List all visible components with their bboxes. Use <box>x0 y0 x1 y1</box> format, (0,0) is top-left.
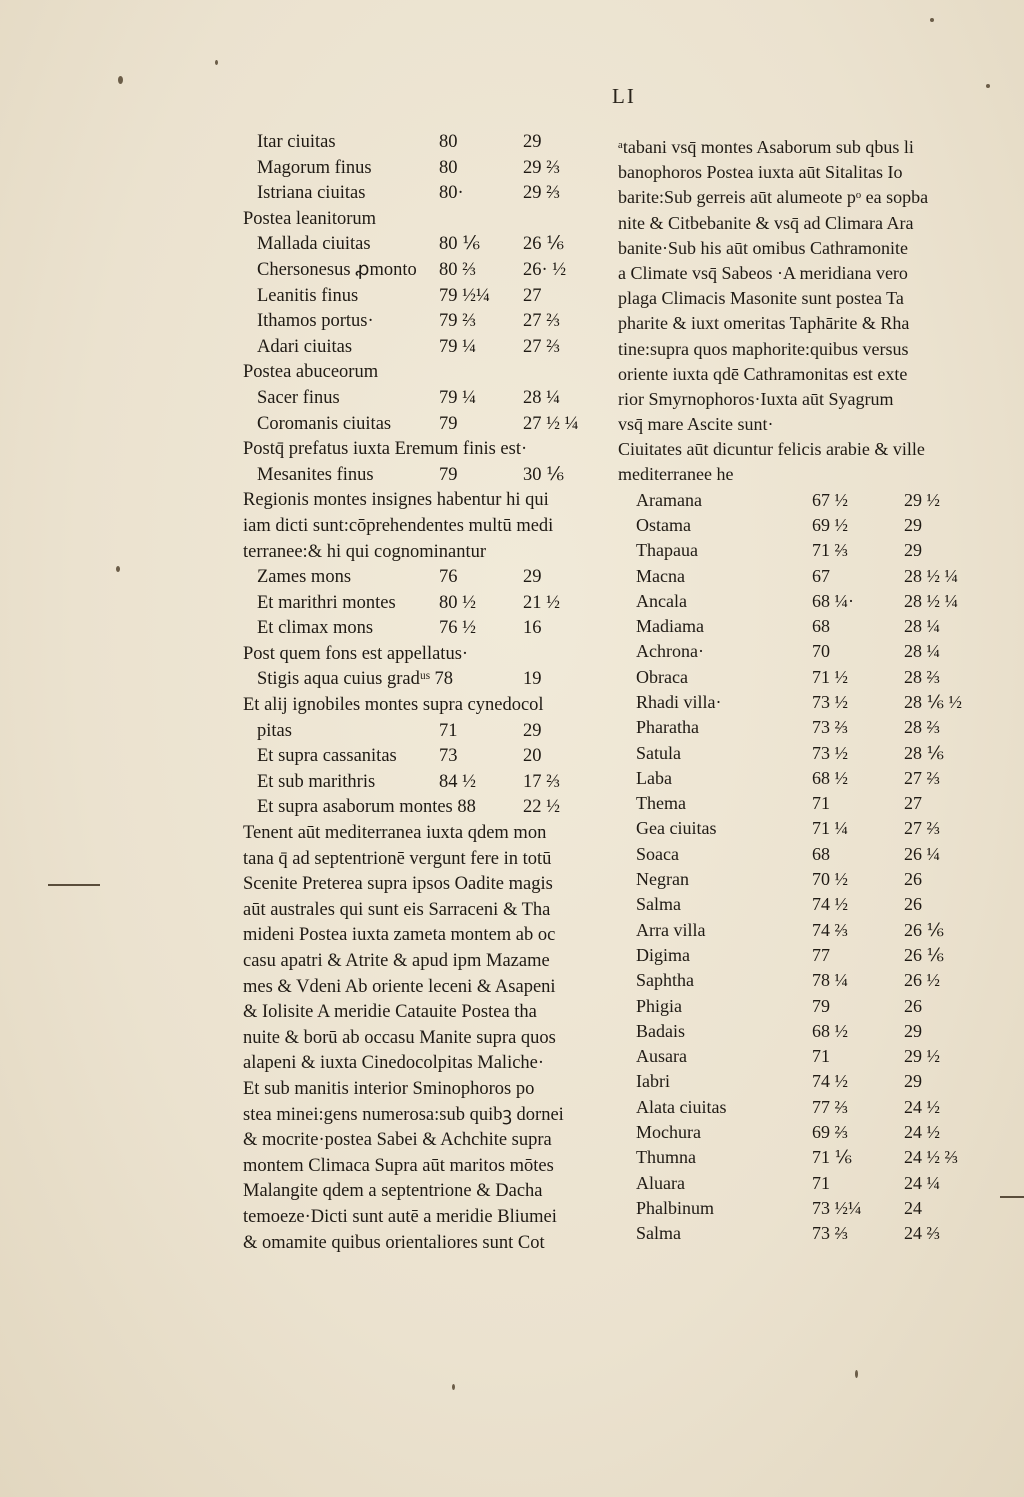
text-line: Tenent aūt mediterranea iuxta qdem mon <box>243 823 547 844</box>
table-row <box>618 639 993 664</box>
text-line: Et sub manitis interior Sminophoros po <box>243 1078 535 1099</box>
text-line: Scenite Preterea supra ipsos Oadite magis <box>243 874 553 895</box>
place-name: Rhadi villa· <box>636 692 722 712</box>
table-row <box>618 741 993 766</box>
longitude-value: 73 ½¼ <box>812 1197 862 1218</box>
place-name: Ostama <box>636 514 691 535</box>
text-line: temoeze·Dicti sunt autē a meridie Bliumei <box>243 1206 557 1227</box>
latitude-value: 29 <box>904 514 922 535</box>
table-row <box>618 564 993 589</box>
latitude-value: 26 ⅙ <box>523 234 565 255</box>
table-row <box>243 770 598 796</box>
longitude-value: 69 ½ <box>812 514 848 535</box>
latitude-value: 27 ⅔ <box>904 818 940 839</box>
text-line: nuite & borū ab occasu Manite supra quos <box>243 1027 556 1048</box>
place-name: Salma <box>636 894 681 915</box>
place-name: Stigis aqua cuius gradᵘˢ 78 <box>257 669 453 690</box>
latitude-value: 24 ½ <box>904 1096 940 1117</box>
place-name: Ausara <box>636 1046 687 1067</box>
text-line: casu apatri & Atrite & apud ipm Mazame <box>243 951 550 971</box>
latitude-value: 22 ½ <box>523 797 560 818</box>
place-name: Satula <box>636 742 681 763</box>
place-name: Iabri <box>636 1071 670 1092</box>
latitude-value: 19 <box>523 669 542 690</box>
latitude-value: 29 <box>904 1020 922 1041</box>
latitude-value: 28 ⅙ ½ <box>904 692 962 712</box>
longitude-value: 80 ⅙ <box>439 234 481 255</box>
longitude-value: 71 <box>812 1046 830 1067</box>
latitude-value: 29 <box>523 567 542 588</box>
table-row <box>618 715 993 740</box>
table-row <box>243 156 598 182</box>
place-name: Magorum finus <box>257 157 372 178</box>
table-row <box>243 667 598 693</box>
table-row <box>243 616 598 642</box>
place-name: Achrona· <box>636 641 704 662</box>
text-line: nite & Citbebanite & vsq̄ ad Climara Ara <box>618 212 914 233</box>
longitude-value: 79 <box>439 413 458 434</box>
right-column <box>618 135 993 1247</box>
latitude-value: 26 ¼ <box>904 843 940 864</box>
place-name: Mesanites finus <box>257 464 374 485</box>
longitude-value: 74 ½ <box>812 894 848 915</box>
text-line: ᵃtabani vsq̄ montes Asaborum sub qbus li <box>618 137 914 157</box>
place-name: Thumna <box>636 1147 696 1168</box>
table-row <box>618 1044 993 1069</box>
text-line: tine:supra quos maphorite:quibus versus <box>618 338 909 359</box>
text-line: Postea leanitorum <box>243 208 377 229</box>
latitude-value: 28 ⅔ <box>904 717 940 738</box>
longitude-value: 71 <box>439 720 458 741</box>
text-line: Postea abuceorum <box>243 362 379 383</box>
table-row <box>243 412 598 438</box>
place-name: Gea ciuitas <box>636 818 717 839</box>
latitude-value: 21 ½ <box>523 592 560 613</box>
table-row <box>618 842 993 867</box>
latitude-value: 27 ⅔ <box>904 767 940 788</box>
place-name: Aramana <box>636 489 702 510</box>
place-name: Obraca <box>636 666 688 687</box>
latitude-value: 30 ⅙ <box>523 464 565 485</box>
longitude-value: 67 <box>812 565 830 586</box>
longitude-value: 68 <box>812 616 830 637</box>
margin-mark <box>1000 1196 1024 1198</box>
place-name: Ithamos portus· <box>257 311 374 332</box>
latitude-value: 29 <box>904 540 922 561</box>
latitude-value: 26 <box>904 894 922 915</box>
latitude-value: 24 <box>904 1197 922 1218</box>
longitude-value: 73 <box>439 746 458 767</box>
longitude-value: 78 ¼ <box>812 970 848 991</box>
paper-speck <box>930 18 934 22</box>
longitude-value: 80 ½ <box>439 592 476 613</box>
longitude-value: 73 ⅔ <box>812 1223 848 1244</box>
text-line: pharite & iuxt omeritas Taphārite & Rha <box>618 313 910 334</box>
place-name: Pharatha <box>636 717 699 738</box>
latitude-value: 28 ½ ¼ <box>904 590 958 611</box>
place-name: Badais <box>636 1020 685 1041</box>
text-line: stea minei:gens numerosa:sub quibꝫ dornei <box>243 1104 564 1125</box>
latitude-value: 27 ⅔ <box>523 311 560 332</box>
place-name: Digima <box>636 944 690 965</box>
longitude-value: 77 <box>812 944 830 965</box>
latitude-value: 28 ⅙ <box>904 742 944 763</box>
latitude-value: 24 ⅔ <box>904 1223 940 1244</box>
text-line: iam dicti sunt:cōprehendentes multū medi <box>243 515 554 536</box>
table-row <box>618 589 993 614</box>
longitude-value: 71 ⅙ <box>812 1147 852 1168</box>
table-row <box>243 719 598 745</box>
longitude-value: 68 ½ <box>812 767 848 788</box>
place-name: Et climax mons <box>257 618 374 639</box>
latitude-value: 27 ⅔ <box>523 336 560 357</box>
place-name: Adari ciuitas <box>257 336 353 357</box>
place-name: Laba <box>636 767 672 788</box>
table-row <box>618 488 993 513</box>
longitude-value: 73 ½ <box>812 742 848 763</box>
place-name: pitas <box>257 720 292 741</box>
place-name: Phigia <box>636 995 683 1016</box>
longitude-value: 74 ½ <box>812 1071 848 1092</box>
latitude-value: 17 ⅔ <box>523 771 560 792</box>
place-name: Et supra asaborum montes 88 <box>257 797 476 818</box>
table-row <box>618 968 993 993</box>
latitude-value: 16 <box>523 618 542 639</box>
table-row <box>618 614 993 639</box>
latitude-value: 24 ½ ⅔ <box>904 1147 958 1168</box>
table-row <box>243 386 598 412</box>
latitude-value: 29 ⅔ <box>523 183 560 204</box>
longitude-value: 73 ⅔ <box>812 717 848 738</box>
place-name: Soaca <box>636 843 679 864</box>
table-row <box>243 284 598 310</box>
text-line: alapeni & iuxta Cinedocolpitas Maliche· <box>243 1053 545 1074</box>
paper-speck <box>986 84 990 88</box>
paper-speck <box>215 60 218 65</box>
place-name: Itar ciuitas <box>257 132 336 152</box>
longitude-value: 74 ⅔ <box>812 919 848 940</box>
table-row <box>618 1145 993 1170</box>
text-line: Malangite qdem a septentrione & Dacha <box>243 1181 543 1202</box>
table-row <box>618 665 993 690</box>
latitude-value: 26 ½ <box>904 970 940 991</box>
table-row <box>618 1196 993 1221</box>
folio-number: LI <box>612 84 636 108</box>
text-line: tana q̄ ad septentrionē vergunt fere in totū <box>243 848 552 869</box>
text-line: a Climate vsq̄ Sabeos ·A meridiana vero <box>618 262 908 283</box>
latitude-value: 24 ½ <box>904 1122 940 1143</box>
latitude-value: 24 ¼ <box>904 1172 940 1193</box>
longitude-value: 68 ½ <box>812 1020 848 1041</box>
longitude-value: 70 <box>812 641 830 662</box>
latitude-value: 26 ⅙ <box>904 919 944 940</box>
latitude-value: 29 <box>523 132 542 152</box>
table-row <box>618 766 993 791</box>
place-name: Sacer finus <box>257 387 340 408</box>
latitude-value: 29 <box>523 720 542 741</box>
longitude-value: 80 <box>439 157 458 178</box>
longitude-value: 79 <box>812 995 830 1016</box>
text-line: terranee:& hi qui cognominantur <box>243 541 486 562</box>
table-row <box>618 943 993 968</box>
table-row <box>243 335 598 361</box>
longitude-value: 79 ¼ <box>439 336 476 357</box>
longitude-value: 76 ½ <box>439 618 476 639</box>
longitude-value: 73 ½ <box>812 692 848 712</box>
place-name: Thema <box>636 793 686 814</box>
place-name: Aluara <box>636 1172 685 1193</box>
longitude-value: 68 ¼· <box>812 590 854 611</box>
place-name: Thapaua <box>636 540 698 561</box>
latitude-value: 27 <box>904 793 922 814</box>
table-row <box>618 513 993 538</box>
longitude-value: 79 ¼ <box>439 387 476 408</box>
text-line: & omamite quibus orientaliores sunt Cot <box>243 1232 545 1253</box>
place-name: Arra villa <box>636 919 706 940</box>
text-line: mes & Vdeni Ab oriente leceni & Asapeni <box>243 976 556 997</box>
table-row <box>243 258 598 284</box>
text-line: plaga Climacis Masonite sunt postea Ta <box>618 288 904 309</box>
paper-speck <box>118 76 123 84</box>
table-row <box>618 918 993 943</box>
table-row <box>618 867 993 892</box>
table-row <box>243 181 598 207</box>
place-name: Coromanis ciuitas <box>257 413 392 434</box>
place-name: Et supra cassanitas <box>257 746 397 767</box>
table-row <box>618 892 993 917</box>
paper-speck <box>452 1384 455 1390</box>
longitude-value: 84 ½ <box>439 771 476 792</box>
table-row <box>618 690 993 715</box>
latitude-value: 20 <box>523 746 542 767</box>
table-row <box>618 1019 993 1044</box>
text-line: Post quem fons est appellatus· <box>243 643 469 664</box>
table-row <box>618 1221 993 1246</box>
latitude-value: 27 ½ ¼ <box>523 413 579 434</box>
text-line: banite·Sub his aūt omibus Cathramonite <box>618 237 908 258</box>
latitude-value: 28 ⅔ <box>904 666 940 687</box>
table-row <box>618 1120 993 1145</box>
place-name: Chersonesus ꝓmonto <box>257 259 417 280</box>
longitude-value: 77 ⅔ <box>812 1096 848 1117</box>
place-name: Salma <box>636 1223 681 1244</box>
text-line: Ciuitates aūt dicuntur felicis arabie & ville <box>618 439 925 460</box>
latitude-value: 28 ¼ <box>904 641 940 662</box>
latitude-value: 29 ½ <box>904 489 940 510</box>
text-line: mediterranee he <box>618 464 734 485</box>
text-line: Regionis montes insignes habentur hi qui <box>243 490 549 511</box>
latitude-value: 27 <box>523 285 542 306</box>
longitude-value: 67 ½ <box>812 489 848 510</box>
margin-mark <box>48 884 100 886</box>
latitude-value: 26 <box>904 995 922 1016</box>
left-column <box>243 130 598 1256</box>
table-row <box>618 1171 993 1196</box>
table-row <box>243 130 598 156</box>
table-row <box>243 591 598 617</box>
table-row <box>618 816 993 841</box>
longitude-value: 71 <box>812 793 830 814</box>
place-name: Negran <box>636 869 689 890</box>
place-name: Saphtha <box>636 970 694 991</box>
longitude-value: 80 <box>439 132 458 152</box>
table-row <box>243 565 598 591</box>
latitude-value: 29 ½ <box>904 1046 940 1067</box>
longitude-value: 70 ½ <box>812 869 848 890</box>
table-row <box>243 232 598 258</box>
table-row <box>243 309 598 335</box>
table-row <box>243 463 598 489</box>
longitude-value: 69 ⅔ <box>812 1122 848 1143</box>
text-line: Postq̄ prefatus iuxta Eremum finis est· <box>243 439 528 460</box>
text-line: Et alij ignobiles montes supra cynedocol <box>243 695 544 716</box>
text-line: mideni Postea iuxta zameta montem ab oc <box>243 925 556 946</box>
paper-speck <box>116 566 120 572</box>
longitude-value: 71 ¼ <box>812 818 848 839</box>
latitude-value: 28 ¼ <box>523 387 560 408</box>
text-line: & mocrite·postea Sabei & Achchite supra <box>243 1130 552 1151</box>
longitude-value: 79 ⅔ <box>439 311 476 332</box>
longitude-value: 79 <box>439 464 458 485</box>
text-line: barite:Sub gerreis aūt alumeote pᵒ ea sopba <box>618 187 929 208</box>
place-name: Macna <box>636 565 685 586</box>
table-row <box>243 744 598 770</box>
table-row <box>618 994 993 1019</box>
place-name: Mallada ciuitas <box>257 234 371 255</box>
place-name: Istriana ciuitas <box>257 183 366 204</box>
longitude-value: 71 ⅔ <box>812 540 848 561</box>
place-name: Madiama <box>636 616 704 637</box>
place-name: Leanitis finus <box>257 285 359 306</box>
table-row <box>618 1095 993 1120</box>
paper-speck <box>855 1370 858 1378</box>
longitude-value: 80 ⅔ <box>439 259 476 280</box>
place-name: Alata ciuitas <box>636 1096 727 1117</box>
latitude-value: 28 ½ ¼ <box>904 565 958 586</box>
longitude-value: 80· <box>439 183 464 204</box>
place-name: Mochura <box>636 1122 701 1143</box>
longitude-value: 76 <box>439 567 458 588</box>
latitude-value: 28 ¼ <box>904 616 940 637</box>
place-name: Zames mons <box>257 567 352 588</box>
longitude-value: 71 <box>812 1172 830 1193</box>
table-row <box>618 538 993 563</box>
longitude-value: 68 <box>812 843 830 864</box>
latitude-value: 26 ⅙ <box>904 944 944 965</box>
table-row <box>618 1069 993 1094</box>
latitude-value: 29 ⅔ <box>523 157 560 178</box>
place-name: Et marithri montes <box>257 592 396 613</box>
place-name: Phalbinum <box>636 1197 715 1218</box>
text-line: rior Smyrnophoros·Iuxta aūt Syagrum <box>618 388 894 409</box>
text-line: & Iolisite A meridie Catauite Postea tha <box>243 1002 537 1023</box>
text-line: aūt australes qui sunt eis Sarraceni & Tha <box>243 899 551 920</box>
text-line: oriente iuxta qdē Cathramonitas est exte <box>618 363 908 384</box>
table-row <box>618 791 993 816</box>
longitude-value: 71 ½ <box>812 666 848 687</box>
table-row <box>243 795 598 821</box>
text-line: montem Climaca Supra aūt maritos mōtes <box>243 1155 554 1176</box>
latitude-value: 26 <box>904 869 922 890</box>
place-name: Ancala <box>636 590 687 611</box>
text-line: vsq̄ mare Ascite sunt· <box>618 414 774 435</box>
latitude-value: 26· ½ <box>523 259 567 280</box>
latitude-value: 29 <box>904 1071 922 1092</box>
text-line: banophoros Postea iuxta aūt Sitalitas Io <box>618 162 903 183</box>
place-name: Et sub marithris <box>257 771 376 792</box>
longitude-value: 79 ½¼ <box>439 285 490 306</box>
